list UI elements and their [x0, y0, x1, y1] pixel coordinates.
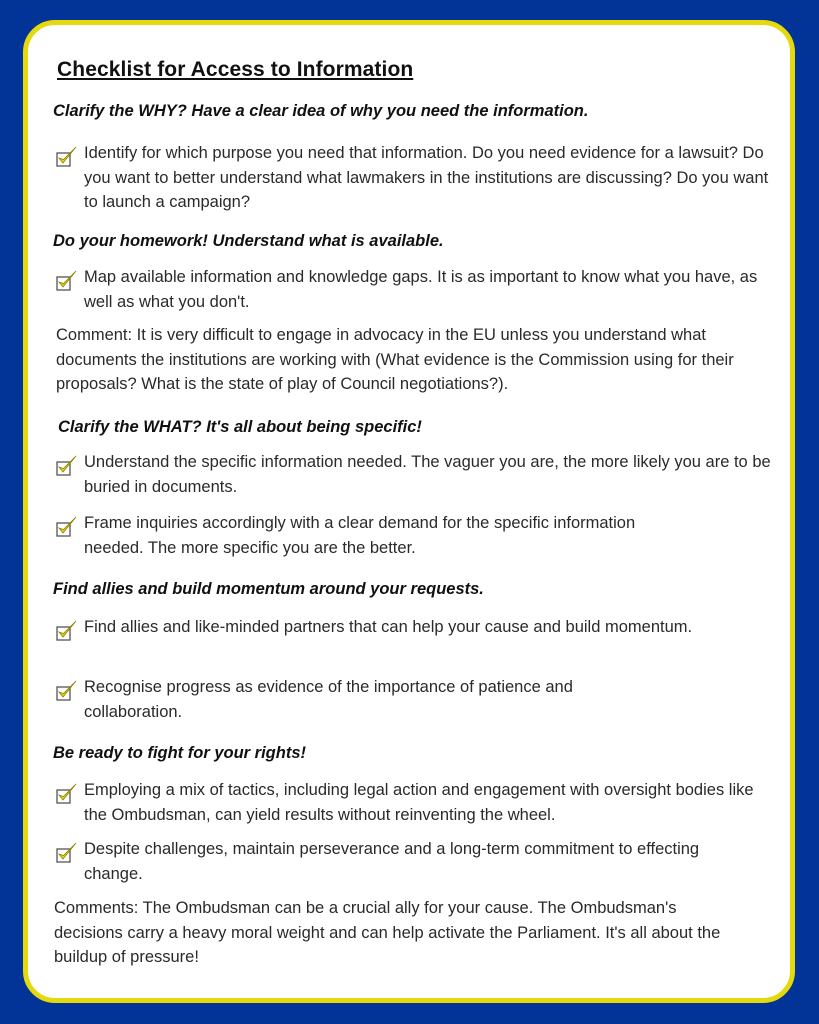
checklist-item: [55, 511, 775, 560]
checkbox-checked-icon: [55, 270, 79, 292]
page-title: Checklist for Access to Information: [57, 58, 414, 81]
checklist-item: [55, 837, 775, 886]
checklist-item-text: Understand the specific information needed. The vaguer you are, the more likely you are to be buried in documents.: [84, 453, 771, 496]
checklist-item: [55, 615, 775, 640]
checkbox-checked-icon: [55, 516, 79, 538]
comment-text: Comment: It is very difficult to engage in advocacy in the EU unless you understand what documents the institutions are working with (What evidence is the Commission using for their proposals? What is the state of play of Council negotiations?).: [56, 326, 734, 393]
section-heading-allies: Find allies and build momentum around your requests.: [53, 580, 484, 598]
section-heading-what: Clarify the WHAT? It's all about being specific!: [58, 418, 422, 436]
checklist-item-text: Map available information and knowledge gaps. It is as important to know what you have, as well as what you don't.: [84, 268, 758, 311]
checkbox-checked-icon: [55, 842, 79, 864]
checklist-card: [23, 20, 795, 1003]
checklist-item-text: Recognise progress as evidence of the importance of patience and collaboration.: [84, 678, 573, 721]
checklist-item-text: Find allies and like-minded partners that can help your cause and build momentum.: [84, 618, 693, 636]
comment-text: Comments: The Ombudsman can be a crucial ally for your cause. The Ombudsman's decisions carry a heavy moral weight and can help activate the Parliament. It's all about the buildup of pressure!: [54, 899, 721, 966]
checklist-item-text: Identify for which purpose you need that information. Do you need evidence for a lawsuit? Do you want to better understand what lawmakers in the institutions are discussing? Do you want to launch a campaign?: [84, 144, 769, 211]
checkbox-checked-icon: [55, 620, 79, 642]
checklist-item: [55, 141, 775, 215]
section-heading-why: Clarify the WHY? Have a clear idea of why you need the information.: [53, 102, 589, 120]
checklist-item-text: Frame inquiries accordingly with a clear demand for the specific information needed. The more specific you are the better.: [84, 514, 636, 557]
section-heading-homework: Do your homework! Understand what is available.: [53, 232, 444, 250]
checklist-content: [28, 25, 790, 998]
checkbox-checked-icon: [55, 783, 79, 805]
checklist-item: [55, 450, 775, 499]
checkbox-checked-icon: [55, 680, 79, 702]
section-heading-rights: Be ready to fight for your rights!: [53, 744, 307, 762]
checklist-item-text: Despite challenges, maintain perseverance and a long-term commitment to effecting change.: [84, 840, 700, 883]
checklist-item: [55, 675, 775, 724]
checklist-item-text: Employing a mix of tactics, including legal action and engagement with oversight bodies like the Ombudsman, can yield results without reinventing the wheel.: [84, 781, 754, 824]
checklist-item: [55, 265, 775, 314]
checkbox-checked-icon: [55, 455, 79, 477]
checklist-item: [55, 778, 775, 827]
checkbox-checked-icon: [55, 146, 79, 168]
